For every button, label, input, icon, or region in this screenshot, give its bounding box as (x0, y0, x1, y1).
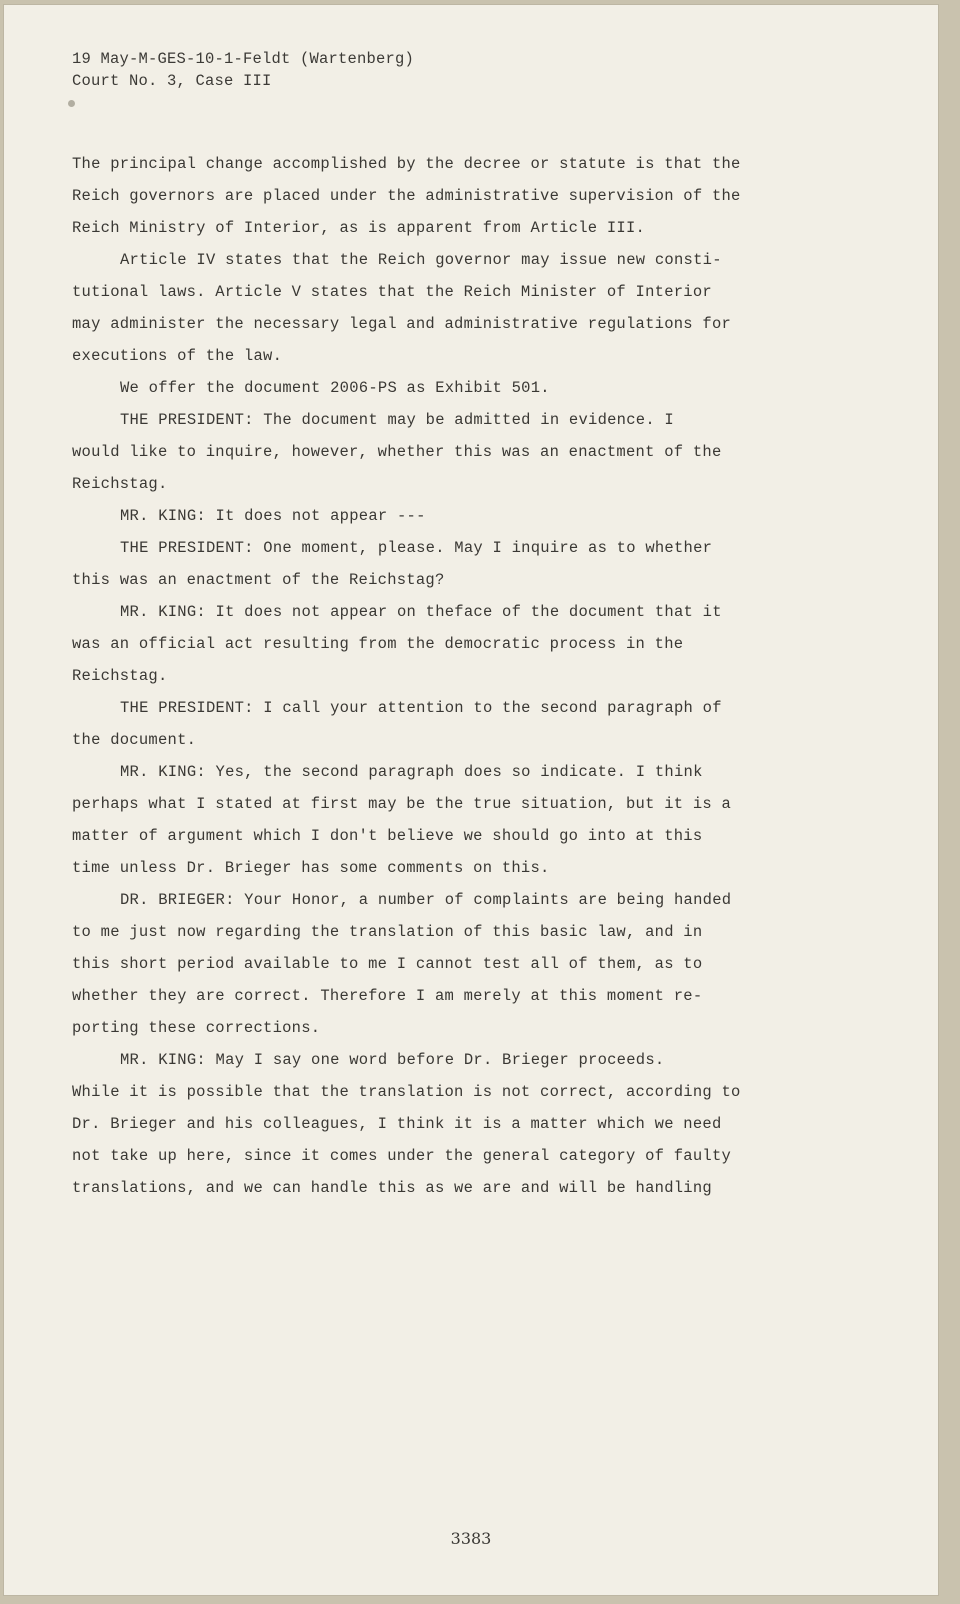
paragraph (72, 148, 872, 244)
header-line-2: Court No. 3, Case III (72, 72, 272, 90)
text-line: Reichstag. (72, 475, 168, 493)
paragraph (72, 596, 872, 692)
paragraph (72, 532, 872, 596)
text-line: THE PRESIDENT: The document may be admitted in evidence. I (120, 411, 674, 429)
page-number: 3383 (450, 1529, 492, 1548)
text-line: time unless Dr. Brieger has some comments on this. (72, 859, 550, 877)
text-line: THE PRESIDENT: One moment, please. May I inquire as to whether (120, 539, 713, 557)
text-line: this short period available to me I cannot test all of them, as to (72, 955, 703, 973)
paragraph (72, 500, 872, 532)
text-line: executions of the law. (72, 347, 283, 365)
text-line: tutional laws. Article V states that the Reich Minister of Interior (72, 283, 712, 301)
text-line: to me just now regarding the translation of this basic law, and in (72, 923, 703, 941)
text-line: matter of argument which I don't believe we should go into at this (72, 827, 703, 845)
text-line: THE PRESIDENT: I call your attention to the second paragraph of (120, 699, 722, 717)
text-line: Article IV states that the Reich governor may issue new consti- (120, 251, 722, 269)
text-line: We offer the document 2006-PS as Exhibit 501. (120, 379, 550, 397)
paragraph (72, 756, 872, 884)
paragraph (72, 884, 872, 1044)
paragraph (72, 372, 872, 404)
punch-mark (68, 100, 75, 107)
text-line: was an official act resulting from the democratic process in the (72, 635, 684, 653)
document-page (3, 4, 939, 1596)
text-line: Dr. Brieger and his colleagues, I think it is a matter which we need (72, 1115, 722, 1133)
document-header (72, 48, 414, 92)
transcript-body (72, 148, 872, 1204)
text-line: this was an enactment of the Reichstag? (72, 571, 445, 589)
text-line: The principal change accomplished by the decree or statute is that the (72, 155, 741, 173)
text-line: DR. BRIEGER: Your Honor, a number of complaints are being handed (120, 891, 732, 909)
text-line: While it is possible that the translation is not correct, according to (72, 1083, 741, 1101)
text-line: MR. KING: Yes, the second paragraph does so indicate. I think (120, 763, 703, 781)
text-line: perhaps what I stated at first may be the true situation, but it is a (72, 795, 732, 813)
text-line: MR. KING: May I say one word before Dr. Brieger proceeds. (120, 1051, 665, 1069)
paragraph (72, 244, 872, 372)
text-line: porting these corrections. (72, 1019, 321, 1037)
text-line: not take up here, since it comes under the general category of faulty (72, 1147, 732, 1165)
text-line: translations, and we can handle this as we are and will be handling (72, 1179, 712, 1197)
paragraph (72, 1044, 872, 1204)
header-line-1: 19 May-M-GES-10-1-Feldt (Wartenberg) (72, 50, 415, 68)
text-line: may administer the necessary legal and administrative regulations for (72, 315, 732, 333)
text-line: the document. (72, 731, 197, 749)
text-line: MR. KING: It does not appear on theface of the document that it (120, 603, 722, 621)
text-line: would like to inquire, however, whether this was an enactment of the (72, 443, 722, 461)
text-line: whether they are correct. Therefore I am merely at this moment re- (72, 987, 703, 1005)
text-line: Reichstag. (72, 667, 168, 685)
paragraph (72, 404, 872, 500)
text-line: Reich Ministry of Interior, as is apparent from Article III. (72, 219, 646, 237)
text-line: Reich governors are placed under the administrative supervision of the (72, 187, 741, 205)
text-line: MR. KING: It does not appear --- (120, 507, 426, 525)
paragraph (72, 692, 872, 756)
